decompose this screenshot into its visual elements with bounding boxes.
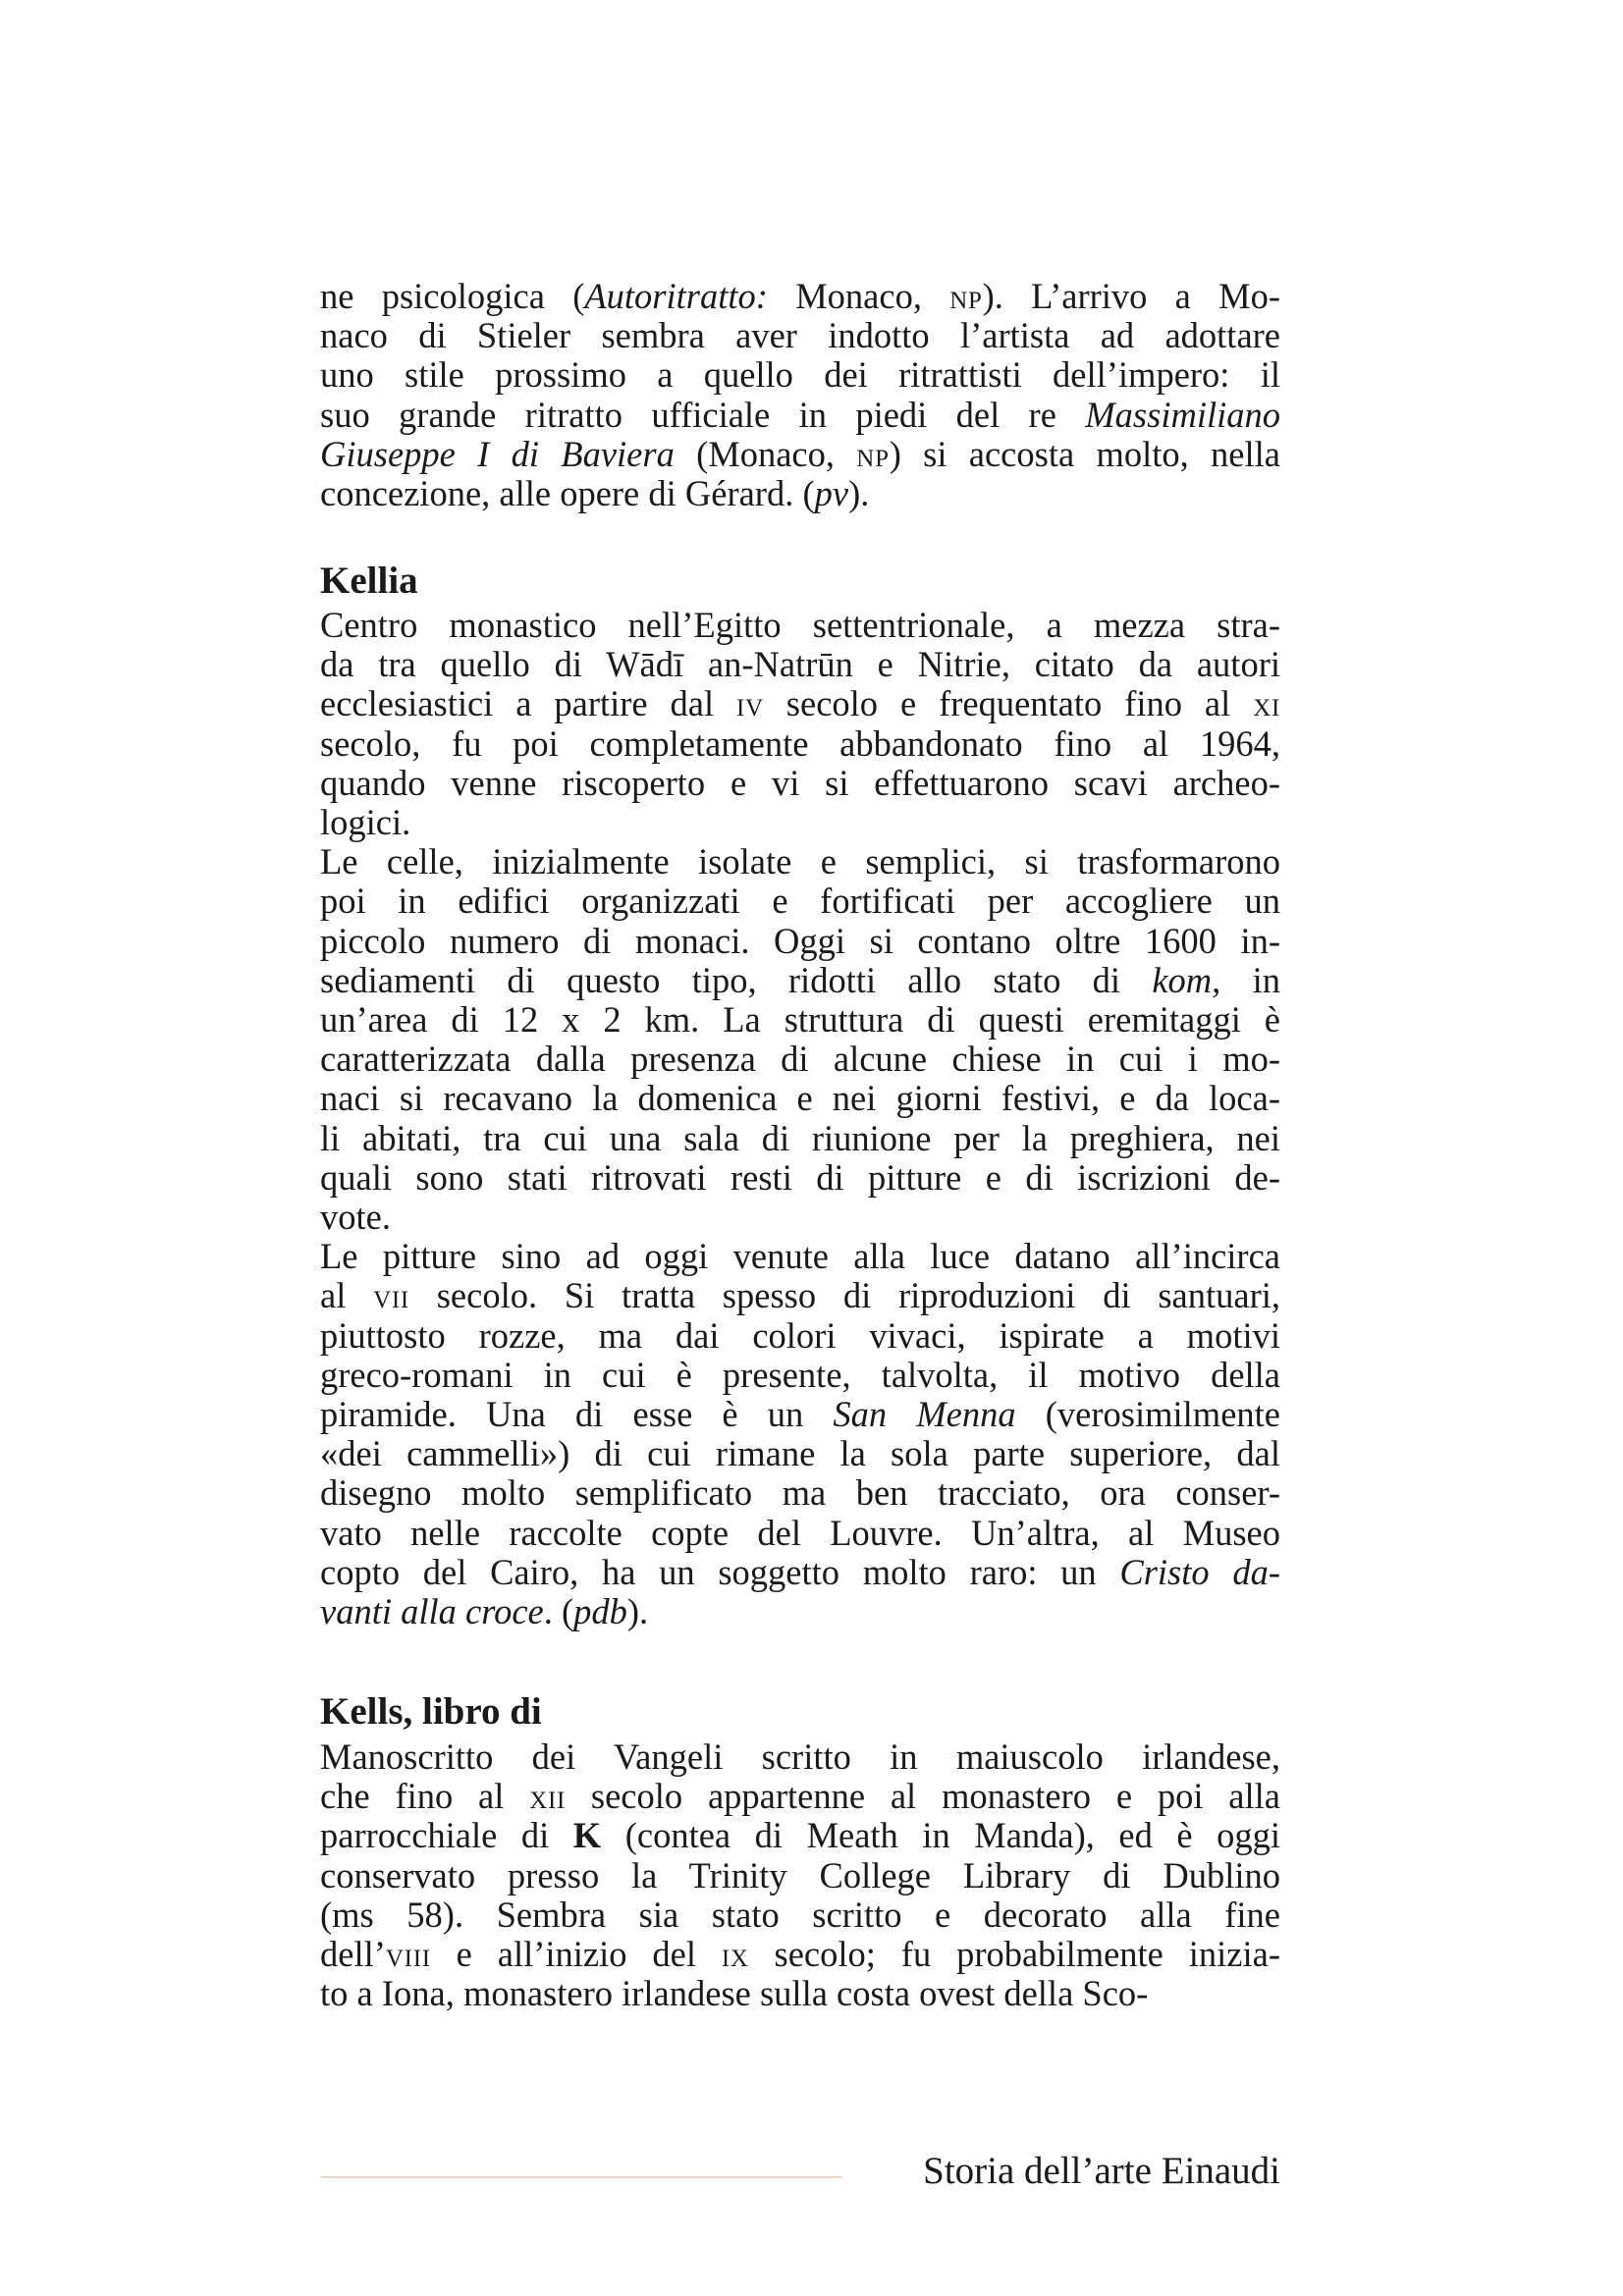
kells-paragraph: [320, 1737, 1280, 2013]
text-line: (ms 58). Sembra sia stato scritto e decorato alla fine: [320, 1894, 1280, 1935]
text-line: to a Iona, monastero irlandese sulla costa ovest della Sco-: [320, 1973, 1149, 2014]
text-line: quali sono stati ritrovati resti di pitture e di iscrizioni de-: [320, 1156, 1280, 1198]
small-caps-text: xi: [1253, 684, 1280, 724]
text-line: disegno molto semplificato ma ben tracciato, ora conser-: [320, 1472, 1280, 1514]
text-line: al vii secolo. Si tratta spesso di riproduzioni di santuari,: [320, 1275, 1281, 1316]
text-line: dell’viii e all’inizio del ix secolo; fu probabilmente inizia-: [320, 1934, 1280, 1975]
small-caps-text: np: [949, 277, 983, 316]
text-line: concezione, alle opere di Gérard. (pv).: [320, 473, 870, 514]
text-line: ne psicologica (Autoritratto: Monaco, np). L’arrivo a Mo-: [320, 276, 1280, 316]
text-line: che fino al xii secolo appartenne al monastero e poi alla: [320, 1776, 1280, 1817]
italic-text: Massimiliano: [1085, 394, 1280, 435]
text-line: conservato presso la Trinity College Library di Dublino: [320, 1854, 1280, 1896]
text-line: secolo, fu poi completamente abbandonato fino al 1964,: [320, 722, 1280, 764]
text-line: piuttosto rozze, ma dai colori vivaci, ispirate a motivi: [320, 1314, 1280, 1356]
footer-rule: [320, 2176, 842, 2178]
text-line: greco-romani in cui è presente, talvolta, il motivo della: [320, 1354, 1280, 1395]
text-line: uno stile prossimo a quello dei ritrattisti dell’impero: il: [320, 354, 1280, 396]
text-line: naco di Stieler sembra aver indotto l’artista ad adottare: [320, 315, 1280, 356]
entry-title-kells: Kells, libro di: [320, 1690, 542, 1733]
text-line: da tra quello di Wādī an-Natrūn e Nitrie, citato da autori: [320, 644, 1280, 685]
text-line: caratterizzata dalla presenza di alcune chiese in cui i mo-: [320, 1039, 1280, 1080]
footer-book-title: Storia dell’arte Einaudi: [923, 2150, 1280, 2192]
text-line: Manoscritto dei Vangeli scritto in maiuscolo irlandese,: [320, 1736, 1280, 1777]
text-line: logici.: [320, 802, 411, 843]
small-caps-text: xii: [529, 1777, 567, 1817]
text-line: un’area di 12 x 2 km. La struttura di questi eremitaggi è: [320, 999, 1280, 1041]
text-line: li abitati, tra cui una sala di riunione per la preghiera, nei: [320, 1117, 1280, 1158]
small-caps-text: iv: [736, 684, 764, 724]
bold-text: K: [572, 1815, 602, 1856]
italic-text: Cristo da-: [1119, 1551, 1280, 1592]
small-caps-text: viii: [385, 1935, 431, 1975]
text-line: piramide. Una di esse è un San Menna (verosimilmente: [320, 1394, 1280, 1435]
text-line: vanti alla croce. (pdb).: [320, 1591, 649, 1632]
text-line: ecclesiastici a partire dal iv secolo e frequentato fino al xi: [320, 683, 1280, 724]
italic-text: Giuseppe I di Baviera: [320, 433, 675, 474]
kellia-paragraph: [320, 606, 1280, 1631]
italic-text: kom,: [1152, 959, 1221, 1000]
text-line: suo grande ritratto ufficiale in piedi del re Massimiliano: [320, 394, 1280, 435]
text-line: Le pitture sino ad oggi venute alla luce datano all’incirca: [320, 1236, 1280, 1277]
text-line: «dei cammelli») di cui rimane la sola parte superiore, dal: [320, 1433, 1280, 1474]
text-line: naci si recavano la domenica e nei giorni festivi, e da loca-: [320, 1078, 1280, 1119]
page-footer: [320, 2148, 1280, 2197]
text-line: poi in edifici organizzati e fortificati per accogliere un: [320, 881, 1280, 922]
intro-paragraph: [320, 277, 1280, 513]
italic-text: pdb: [573, 1591, 627, 1632]
entry-title-kellia: Kellia: [320, 560, 418, 602]
small-caps-text: np: [856, 434, 890, 474]
text-line: Centro monastico nell’Egitto settentrionale, a mezza stra-: [320, 605, 1280, 645]
text-line: copto del Cairo, ha un soggetto molto raro: un Cristo da-: [320, 1551, 1280, 1592]
small-caps-text: vii: [373, 1276, 409, 1316]
italic-text: vanti alla croce: [320, 1591, 544, 1632]
italic-text: San Menna: [833, 1394, 1016, 1435]
text-line: Le celle, inizialmente isolate e semplici, si trasformarono: [320, 841, 1280, 882]
text-line: vato nelle raccolte copte del Louvre. Un’altra, al Museo: [320, 1512, 1280, 1553]
text-line: quando venne riscoperto e vi si effettuarono scavi archeo-: [320, 762, 1280, 803]
text-line: vote.: [320, 1197, 391, 1238]
text-line: sediamenti di questo tipo, ridotti allo stato di kom, in: [320, 959, 1280, 1000]
text-line: piccolo numero di monaci. Oggi si contano oltre 1600 in-: [320, 920, 1280, 961]
small-caps-text: ix: [721, 1935, 749, 1975]
text-line: parrocchiale di K (contea di Meath in Manda), ed è oggi: [320, 1815, 1281, 1856]
italic-text: pv: [814, 473, 849, 514]
text-line: Giuseppe I di Baviera (Monaco, np) si accosta molto, nella: [320, 433, 1280, 474]
italic-text: Autoritratto:: [584, 276, 768, 316]
